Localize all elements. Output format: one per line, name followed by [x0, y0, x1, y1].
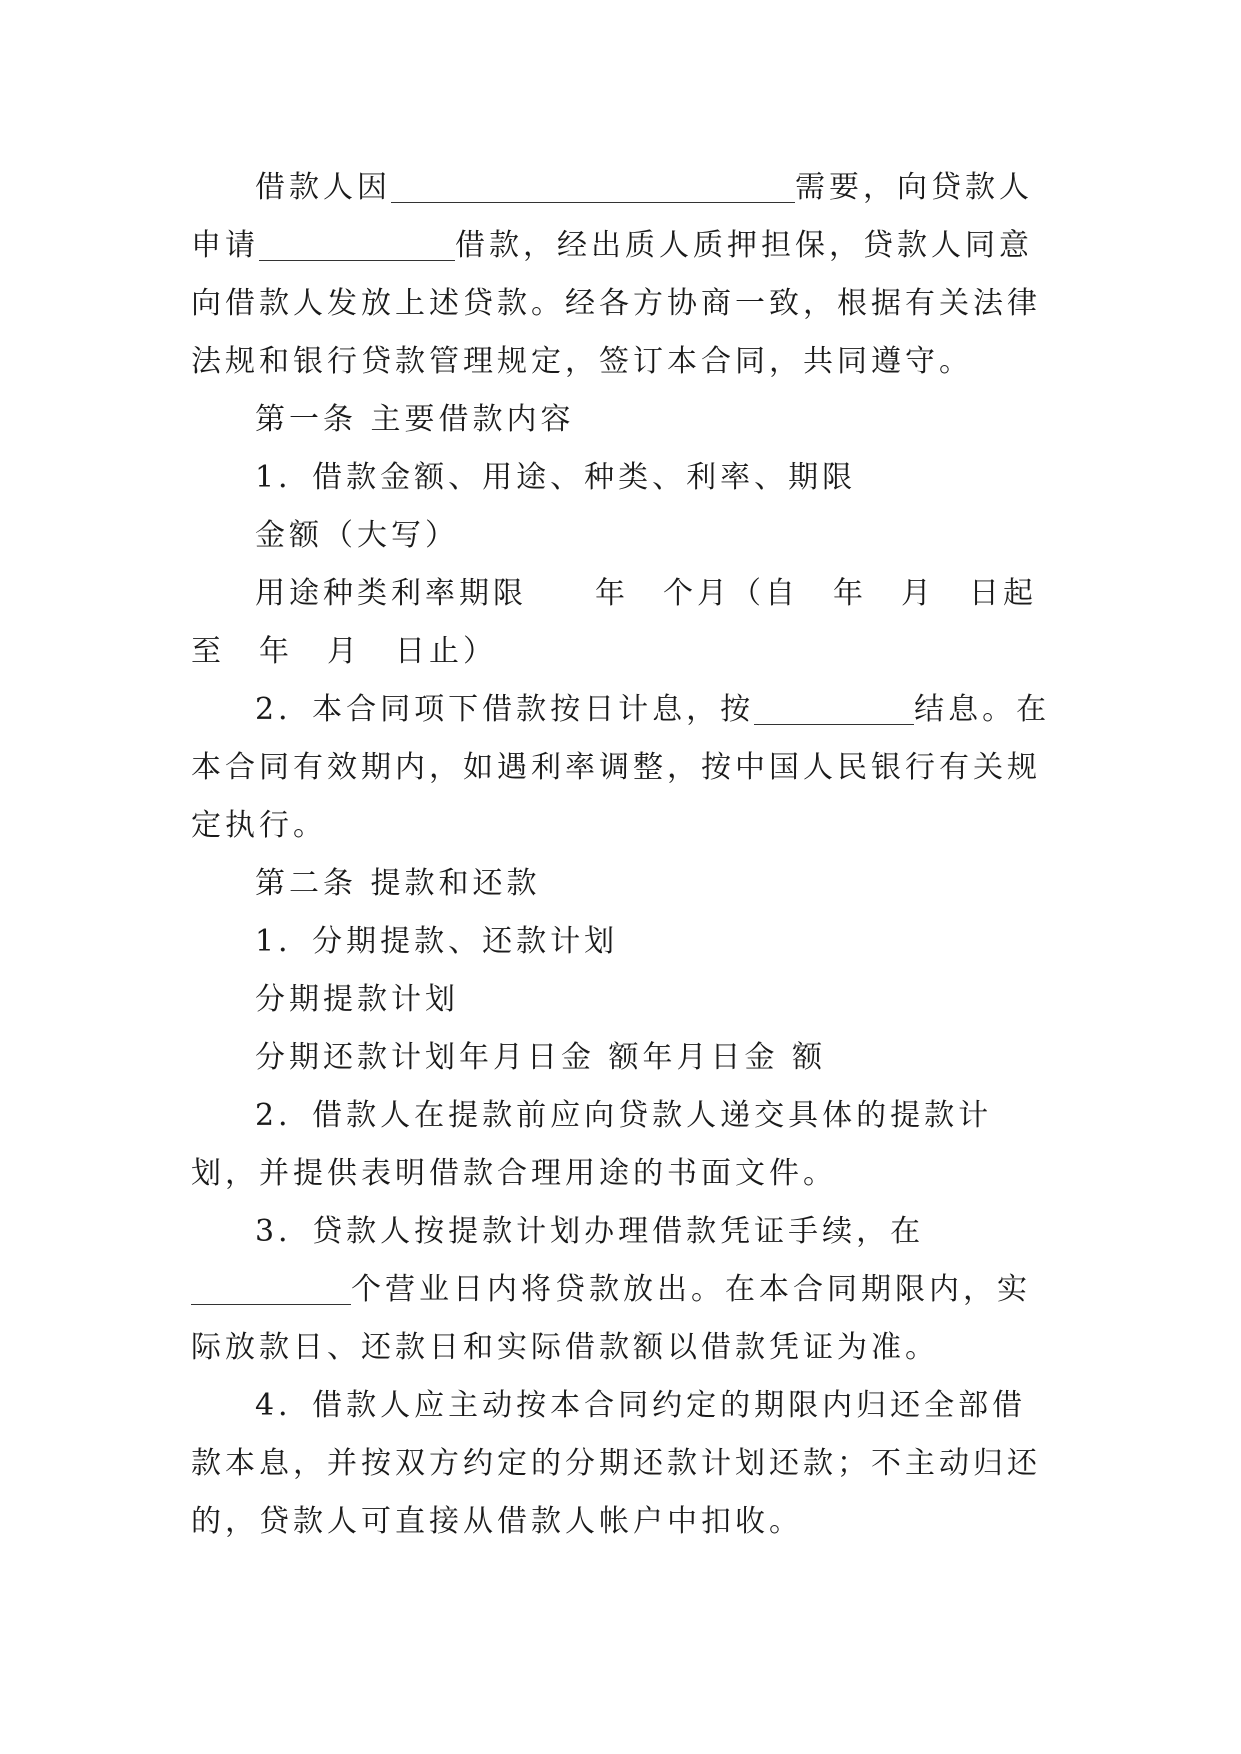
article-2-item-1: 1．分期提款、还款计划 [255, 924, 619, 959]
repay-plan-line: 分期还款计划年月日金 额年月日金 额 [255, 1040, 827, 1075]
blank-loan-amount [259, 230, 455, 261]
document-body [191, 159, 1053, 1551]
preamble-text-1: 借款人因 [255, 170, 391, 205]
draw-plan-line: 分期提款计划 [255, 982, 459, 1017]
disbursement-text-2: 个营业日内将贷款放出。在本合同期限内，实际放款日、还款日和实际借款额以借款凭证为准。 [191, 1272, 1031, 1365]
amount-line: 金额（大写） [255, 518, 459, 553]
article-2-item-3 [191, 1203, 1053, 1377]
article-1-item-2 [191, 681, 1053, 855]
article-1-item-1: 1．借款金额、用途、种类、利率、期限 [255, 460, 857, 495]
article-2-item-2: 2．借款人在提款前应向贷款人递交具体的提款计划，并提供表明借款合理用途的书面文件。 [191, 1098, 993, 1191]
blank-loan-purpose [391, 172, 795, 203]
preamble-text-3: 借款，经出质人质押担保，贷款人同意向借款人发放上述贷款。经各方协商一致，根据有关法律法规和银行贷款管理规定，签订本合同，共同遵守。 [191, 228, 1041, 379]
interest-text-2: 结息。在本合同有效期内，如遇利率调整，按中国人民银行有关规定执行。 [191, 692, 1051, 843]
article-2-title: 第二条 提款和还款 [255, 866, 541, 901]
article-1-title: 第一条 主要借款内容 [255, 402, 575, 437]
interest-text-1: 2．本合同项下借款按日计息，按 [255, 692, 755, 727]
preamble-text-2: 需要，向贷款人申请 [191, 170, 1033, 263]
article-2-item-4: 4．借款人应主动按本合同约定的期限内归还全部借款本息，并按双方约定的分期还款计划还款；不主动归还的，贷款人可直接从借款人帐户中扣收。 [191, 1388, 1041, 1539]
blank-interest-settlement [754, 694, 914, 725]
paragraph-preamble [191, 159, 1053, 391]
blank-business-days [191, 1274, 351, 1305]
disbursement-text-1: 3．贷款人按提款计划办理借款凭证手续，在 [255, 1214, 925, 1249]
usage-term-line: 用途种类利率期限 年 个月（自 年 月 日起至 年 月 日止） [191, 576, 1037, 669]
